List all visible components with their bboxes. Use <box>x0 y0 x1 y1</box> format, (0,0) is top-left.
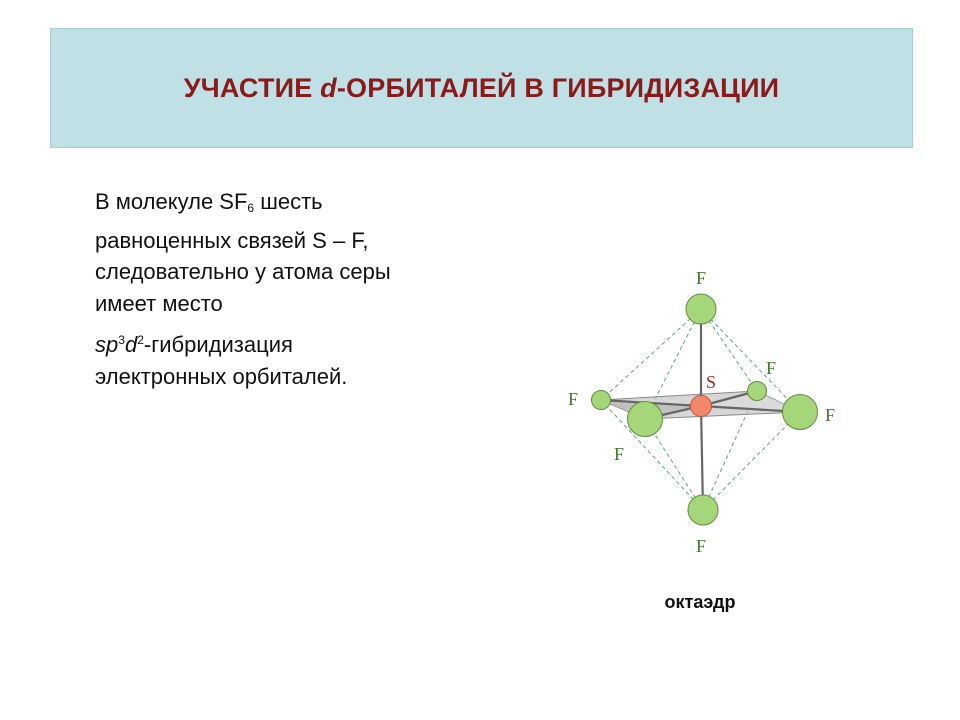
label-f-top: F <box>696 268 707 288</box>
label-f-front: F <box>614 444 625 464</box>
edge-top-left <box>601 309 701 400</box>
paragraph-2 <box>95 325 515 392</box>
text-bonds: равноценных связей S – F, <box>95 227 369 253</box>
label-f-left: F <box>568 389 579 409</box>
text-takes-place: имеет место <box>95 290 223 316</box>
label-f-right: F <box>825 405 836 425</box>
fluorine-atom-front <box>628 402 663 437</box>
title-banner <box>50 28 913 148</box>
superscript-2: 2 <box>137 333 144 347</box>
edge-bottom-right <box>703 412 800 510</box>
text-six: шесть <box>254 189 323 214</box>
slide-title <box>184 73 780 104</box>
title-italic-d: d <box>320 72 337 103</box>
octahedron-caption: октаэдр <box>664 592 736 612</box>
sulfur-atom <box>691 396 712 417</box>
label-s: S <box>706 372 717 392</box>
fluorine-atom-back <box>748 382 767 401</box>
subscript-6: 6 <box>247 201 255 215</box>
text-d: d <box>124 332 138 357</box>
sf6-octahedron-diagram <box>550 250 850 570</box>
text-molecule: В молекуле SF <box>95 189 248 214</box>
label-f-bottom: F <box>696 536 707 556</box>
fluorine-atom-right <box>783 395 818 430</box>
text-therefore: следовательно у атома серы <box>95 259 391 284</box>
fluorine-atom-left <box>592 391 611 410</box>
label-f-back: F <box>766 358 777 378</box>
fluorine-atom-top <box>686 294 716 324</box>
bond-bottom <box>701 406 703 510</box>
body-text <box>95 186 515 392</box>
superscript-3: 3 <box>118 333 125 347</box>
fluorine-atom-bottom <box>688 495 718 525</box>
title-part-1: УЧАСТИЕ <box>183 72 321 103</box>
text-hybridization: -гибридизация <box>143 332 293 357</box>
title-part-2: -ОРБИТАЛЕЙ В ГИБРИДИЗАЦИИ <box>336 72 780 103</box>
text-electron-orbitals: электронных орбиталей. <box>95 363 348 389</box>
text-sp: sp <box>95 332 119 357</box>
paragraph-1 <box>95 186 515 319</box>
